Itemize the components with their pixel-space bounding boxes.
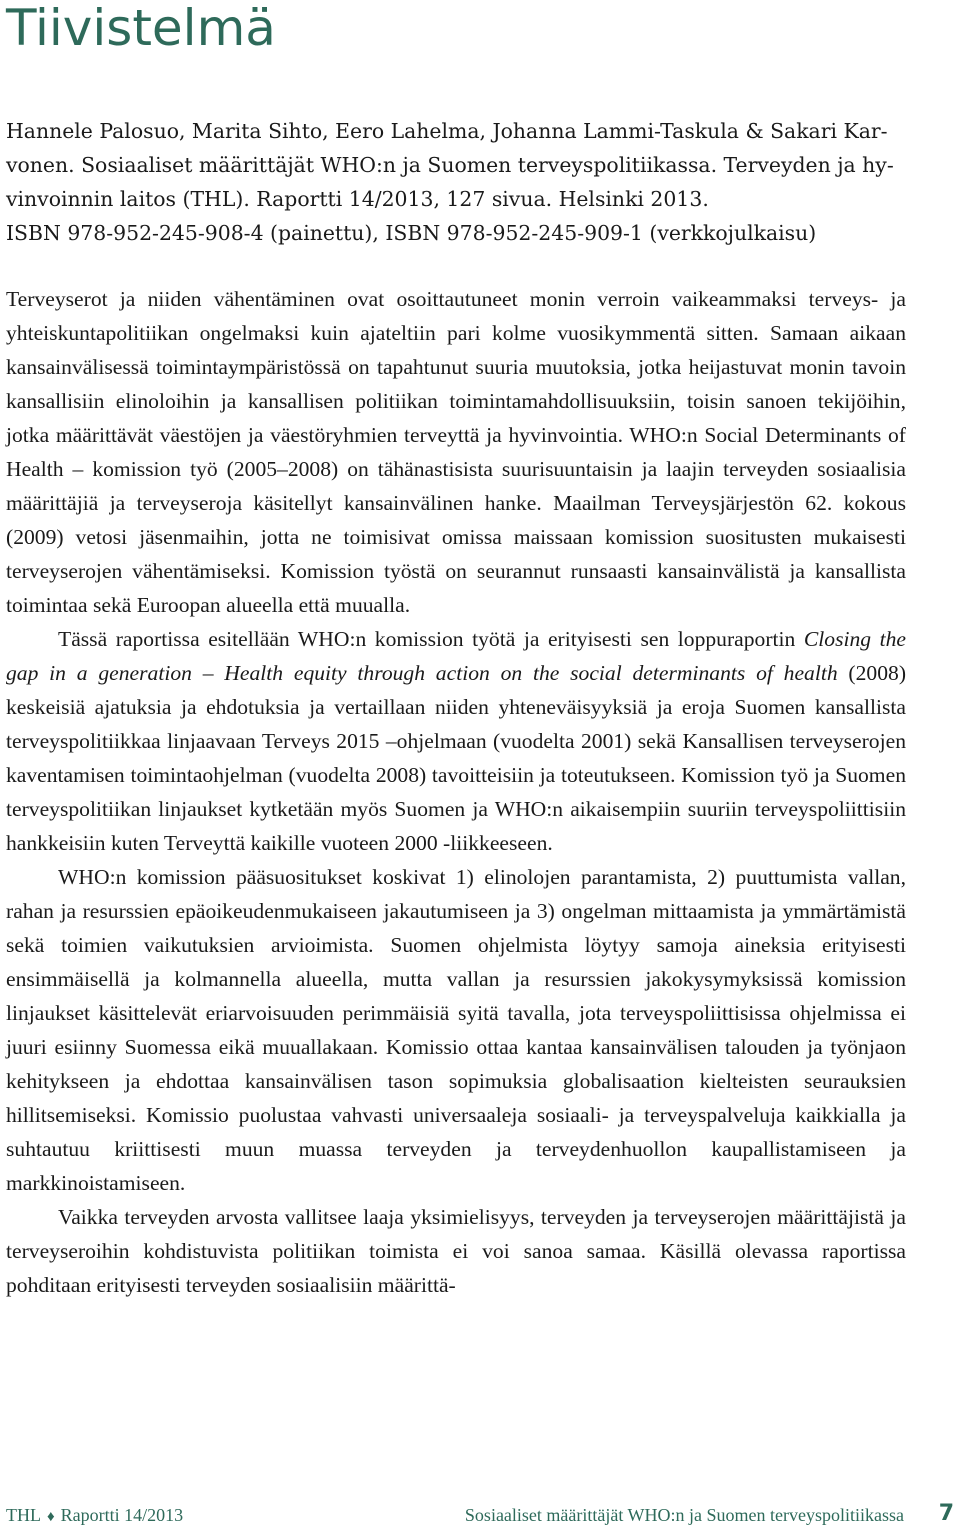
citation-isbn: ISBN 978-952-245-908-4 (painettu), ISBN 978-952-245-909-1 (verkkojulkaisu) (6, 221, 817, 245)
paragraph-4: Vaikka terveyden arvosta vallitsee laaja yksimielisyys, terveyden ja terveyserojen määrittäjistä ja terveyseroihin kohdistuvista politiikan toimista ei voi sanoa samaa. Käsillä olevassa raportissa pohditaan erityisesti terveyden sosiaalisiin määrittä- (6, 1205, 906, 1297)
paragraph-2-text: Tässä raportissa esitellään WHO:n komission työtä ja erityisesti sen loppuraportin (58, 627, 804, 651)
bibliographic-citation (6, 114, 906, 250)
paragraph-1: Terveyserot ja niiden vähentäminen ovat osoittautuneet monin verroin vaikeammaksi terveys- ja yhteiskuntapolitiikan ongelmaksi kuin ajateltiin pari kolme vuosikymmentä sitten. Samaan aikaan kansainvälisessä toimintaympäristössä on tapahtunut suuria muutoksia, jotka heijastuvat monin tavoin kansallisiin elinoloihin ja kansallisen politiikan toimintamahdollisuuksiin, toisin sanoen tekijöihin, jotka määrittävät väestöjen ja väestöryhmien terveyttä ja hyvinvointia. WHO:n Social Determinants of Health – komission työ (2005–2008) on tähänastisista suurisuuntaisin ja laajin terveyden sosiaalisia määrittäjiä ja terveyseroja käsitellyt kansainvälinen hanke. Maailman Terveysjärjestön 62. kokous (2009) vetosi jäsenmaihin, jotta ne toimisivat omissa maissaan komission suositusten mukaisesti terveyserojen vähentämiseksi. Komission työstä on seurannut runsaasti kansainvälistä ja kansallista toimintaa sekä Euroopan alueella että muualla. (6, 287, 906, 617)
paragraph-3: WHO:n komission pääsuositukset koskivat 1) elinolojen parantamista, 2) puuttumista vallan, rahan ja resurssien epäoikeudenmukaiseen jakautumiseen ja 3) ongelman mittaamista ja ymmärtämistä sekä toimien vaikutuksien arvioimista. Suomen ohjelmista löytyy samoja aineksia erityisesti ensimmäisellä ja kolmannella alueella, mutta vallan ja resurssien jakokysymyksissä komission linjaukset käsittelevät eriarvoisuuden perimmäisiä syitä tavalla, jota terveyspoliittisissa ohjelmissa ei juuri esiinny Suomessa eikä muuallakaan. Komissio ottaa kantaa kansainvälisen talouden ja työnjaon kehitykseen ja ehdottaa kansainvälisen tason sopimuksia globalisaation kielteisten seurauksien hillitsemiseksi. Komissio puolustaa vahvasti universaaleja sosiaali- ja terveyspalveluja kaikkialla ja suhtautuu kriittisesti muun muassa terveyden ja terveydenhuollon kaupallistamiseen ja markkinoistamiseen. (6, 865, 906, 1195)
page-number: 7 (938, 1501, 954, 1526)
citation-line: vonen. Sosiaaliset määrittäjät WHO:n ja Suomen terveyspolitiikassa. Terveyden ja hy- (6, 153, 894, 177)
paragraph-2-text-cont: (2008) keskeisiä ajatuksia ja ehdotuksia ja vertaillaan niiden yhteneväisyyksiä ja eroja Suomen kansallista terveyspolitiikkaa linjaavaan Terveys 2015 –ohjelmaan (vuodelta 2001) sekä Kansallisen terveyserojen kaventamisen toimintaohjelman (vuodelta 2008) tavoitteisiin ja toteutukseen. Komission työ ja Suomen terveyspolitiikan linjaukset kytketään myös Suomen ja WHO:n aikaisempiin suuriin terveyspoliittisiin hankkeisiin kuten Terveyttä kaikille vuoteen 2000 -liikkeeseen. (6, 661, 907, 855)
citation-line: vinvoinnin laitos (THL). Raportti 14/2013, 127 sivua. Helsinki 2013. (6, 187, 709, 211)
diamond-icon: ♦ (47, 1509, 55, 1525)
citation-line: Hannele Palosuo, Marita Sihto, Eero Lahelma, Johanna Lammi-Taskula & Sakari Kar- (6, 119, 888, 143)
footer-org: THL (6, 1505, 41, 1525)
paragraph-2 (6, 622, 906, 860)
abstract-body (6, 282, 906, 1302)
report-title-italic: Closing the gap in a generation – Health equity through action on the social determinants of health (6, 627, 906, 685)
footer-report: Raportti 14/2013 (60, 1505, 184, 1525)
footer-publication-title: Sosiaaliset määrittäjät WHO:n ja Suomen terveyspolitiikassa (464, 1505, 904, 1525)
footer-left (6, 1503, 183, 1529)
page-title: Tiivistelmä (6, 0, 276, 57)
